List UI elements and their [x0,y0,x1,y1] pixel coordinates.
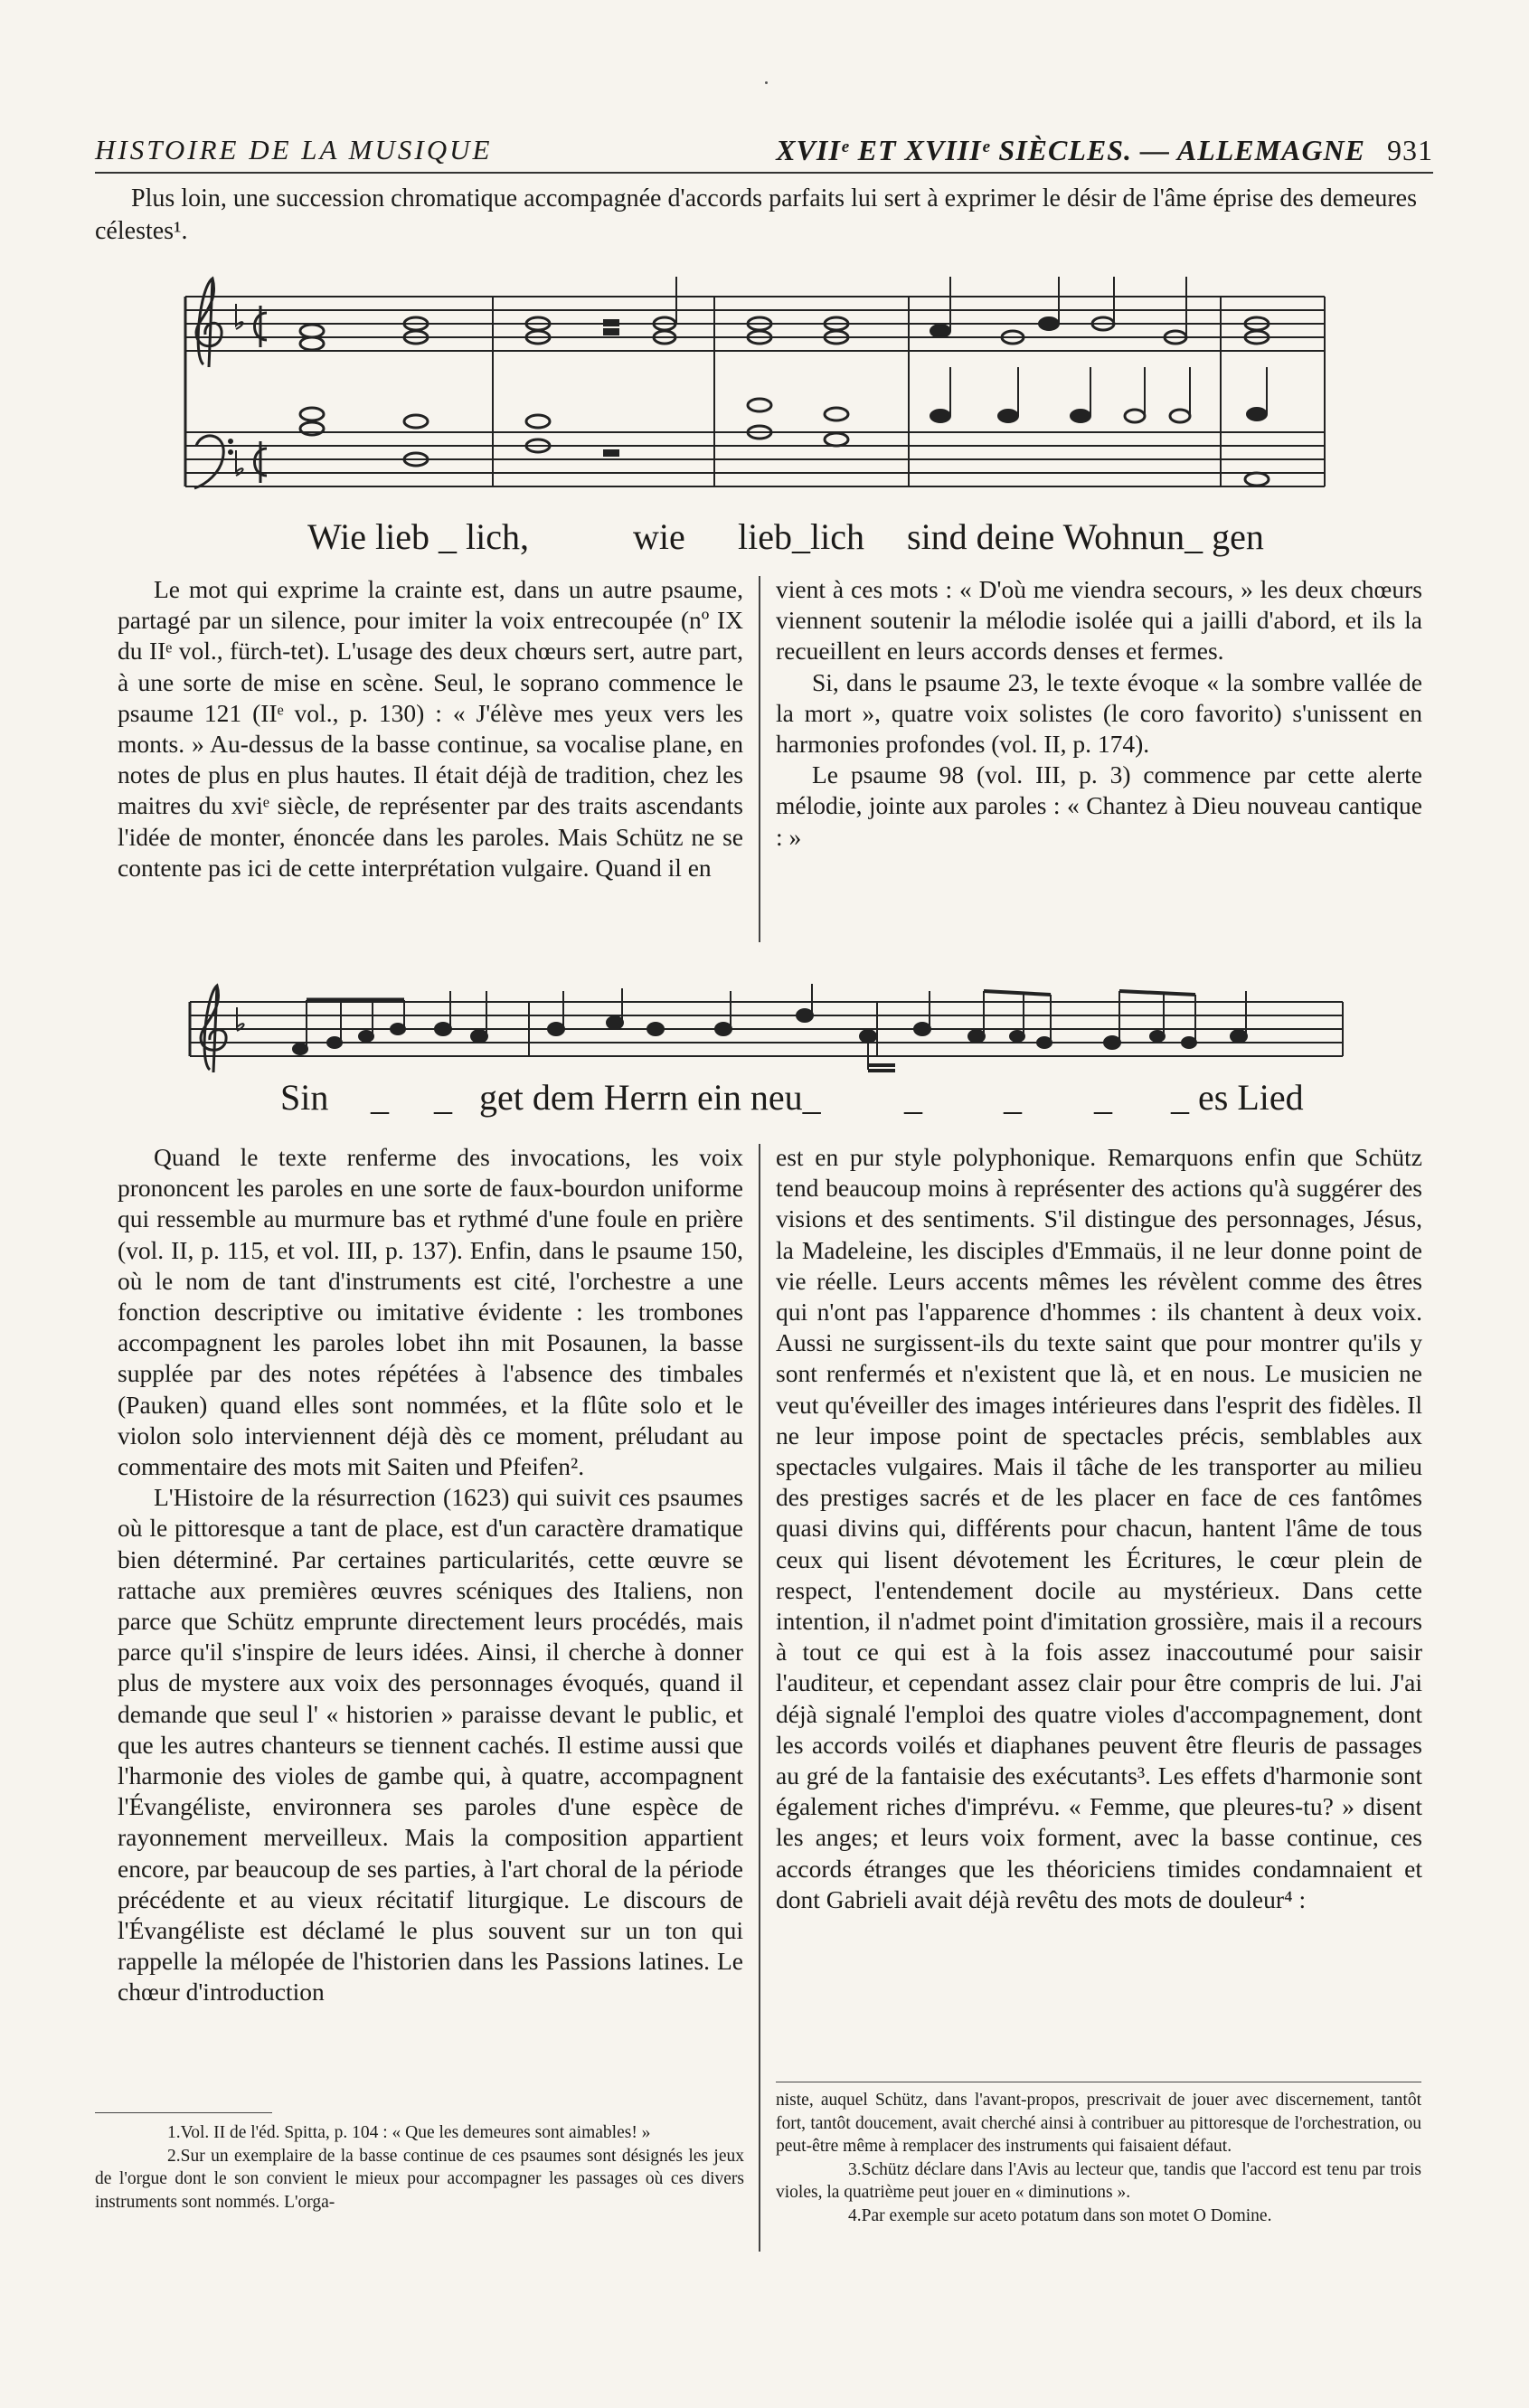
lyric-syllable: _ [434,1077,452,1118]
paragraph: Le mot qui exprime la crainte est, dans un autre psaume, partagé par un silence, pour imiter la voix entrecoupée (nº IX du IIᵉ vol., fürch-tet). L'usage des deux chœurs sert, autre part, à une sorte de mise en scène. Seul, le soprano commence le psaume 121 (IIᵉ vol., p. 130) : « J'élève mes yeux vers les monts. » Au-dessus de la basse continue, sa vocalise plane, en notes de plus en plus hautes. Il était déjà de tradition, chez les maitres du xviᵉ siècle, de représenter par des traits ascendants l'idée de monter, énoncée dans les paroles. Mais Schütz ne se contente pas ici de cette interprétation vulgaire. Quand il en [118,575,743,882]
footnote [95,2121,744,2145]
footnote-text: Schütz déclare dans l'Avis au lecteur que, tandis que l'accord est tenu par trois violes, la quatrième peut jouer en « diminutions ». [776,2159,1421,2202]
page-mark [765,81,768,84]
footnote-number: 3. [848,2159,862,2179]
lyric-syllable: lieb_lich [738,516,864,557]
lyric-syllable: _ [1004,1077,1022,1118]
section2-left-column [118,1142,743,2008]
paragraph: Si, dans le psaume 23, le texte évoque « la sombre vallée de la mort », quatre voix solistes (le coro favorito) s'unissent en harmonies profondes (vol. II, p. 174). [776,667,1422,759]
lyric-syllable: _ [1094,1077,1112,1118]
footnote [95,2145,744,2214]
header-section-title [776,134,1433,167]
paragraph: Quand le texte renferme des invocations, les voix prononcent les paroles en une sorte de faux-bourdon uniforme qui ressemble au murmure bas et rythmé d'une foule en prière (vol. II, p. 115, et vol. III, p. 137). Enfin, dans le psaume 150, où le nom de tant d'instruments est cité, l'orchestre a une fonction descriptive ou imitative évidente : les trombones accompagnent les paroles lobet ihn mit Posaunen, la basse supplée par des notes répétées à l'absence des timbales (Pauken) quand elles sont nommées, et la flûte solo et le violon solo interviennent déjà dès ce moment, préludant au commentaire des mots mit Saiten und Pfeifen². [118,1143,743,1481]
section1-right-column [776,574,1422,853]
lyric-syllable: Wie lieb _ lich, [307,516,529,557]
footnote [776,2089,1421,2158]
paragraph: vient à ces mots : « D'où me viendra secours, » les deux chœurs viennent soutenir la mélodie isolée qui a jailli d'abord, et ils la recueillent en leurs accords denses et fermes. [776,575,1422,666]
footnote-text: Vol. II de l'éd. Spitta, p. 104 : « Que les demeures sont aimables! » [180,2123,651,2142]
lyric-syllable: _ es Lied [1171,1077,1304,1118]
paragraph: est en pur style polyphonique. Remarquons enfin que Schütz tend beaucoup moins à représenter des actions qu'à suggérer des visions et des sentiments. S'il distingue des personnages, Jésus, la Madeleine, les disciples d'Emmaüs, il ne leur donne point de vie réelle. Leurs accents mêmes les révèlent comme des êtres qui n'ont pas l'apparence d'hommes : ils chantent à deux voix. Aussi ne surgissent-ils du texte saint que pour montrer qu'ils y sont renfermés et n'existent que là, et en nous. Le musicien ne veut qu'éveiller des images intérieures dans l'esprit des fidèles. Il ne leur impose point de spectacles précis, semblables aux spectacles vulgaires. Mais il tâche de les transporter au milieu des prestiges sacrés et de les placer en face de ces fantômes quasi divins qui, différents pour chacun, hantent l'âme de tous ceux qui lisent dévotement les Écritures, le cœur plein de respect, l'entendement docile au mystérieux. Dans cette intention, il n'admet point d'imitation grossière, mais il a recours à tout ce qui est à la fois assez inaccoutumé pour saisir l'auditeur, et cependant assez clair pour être compris de lui. J'ai déjà signalé l'emploi des quatre violes d'accompagnement, dont les accords voilés et diaphanes peuvent être fleuris de passages au gré de la fantaisie des exécutants³. Les effets d'harmonie sont également riches d'imprévu. « Femme, que pleures-tu? » disent les anges; et leurs voix forment, avec la basse continue, ces accords étranges que les théoriciens timides condamnaient et dont Gabrieli avait déjà revêtu des mots de douleur⁴ : [776,1143,1422,1913]
footnotes-right [776,2089,1421,2227]
lyric-syllable: _ [371,1077,389,1118]
intro-paragraph: Plus loin, une succession chromatique accompagnée d'accords parfaits lui sert à exprimer le désir de l'âme éprise des demeures célestes¹. [95,184,1417,245]
footnote-text: Par exemple sur aceto potatum dans son motet O Domine. [861,2205,1272,2225]
score2-lyrics [280,1076,1365,1121]
section2-right-column [776,1142,1422,1915]
lyric-syllable: Sin [280,1077,329,1118]
page-number: 931 [1387,134,1433,166]
header-rule [95,172,1433,174]
footnote-text: niste, auquel Schütz, dans l'avant-propos, prescrivait de jouer avec discernement, tantôt fort, tantôt doucement, avait cherché ainsi à contribuer au pittoresque de l'orchestration, ou peut-être même à remplacer des instruments qui faisaient défaut. [776,2091,1421,2156]
footnote [776,2205,1421,2228]
music-example-2 [181,984,1347,1074]
header-book-title: HISTOIRE DE LA MUSIQUE [95,134,493,165]
footnotes-left [95,2121,744,2214]
section1-left-column [118,574,743,883]
footnote-number: 1. [167,2123,181,2142]
footnote-number: 2. [167,2146,181,2166]
column-divider [759,1144,760,2252]
music-example-1 [176,269,1329,505]
header-section-text: XVIIᵉ ET XVIIIᵉ SIÈCLES. — ALLEMAGNE [776,134,1365,166]
paragraph: L'Histoire de la résurrection (1623) qui suivit ces psaumes où le pittoresque a tant de place, est d'un caractère dramatique bien déterminé. Par certaines particularités, cette œuvre se rattache aux premières œuvres scéniques des Italiens, non parce que Schütz emprunte directement leurs procédés, mais parce qu'il s'inspire de leurs idées. Ainsi, il cherche à donner plus de mystere aux voix des personnages évoqués, quand il demande que seul l' « historien » paraisse devant le public, et que les autres chanteurs se tiennent cachés. Il estime aussi que l'harmonie des violes de gambe qui, à quatre, accompagnent l'Évangéliste, environnera ses paroles d'une espèce de rayonnement merveilleux. Mais la composition appartient encore, par beaucoup de ses parties, à l'art choral de la période précédente et au vieux récitatif liturgique. Le discours de l'Évangéliste est déclamé le plus souvent sur un ton qui rappelle la mélopée de l'historien dans les Passions latines. Le chœur d'introduction [118,1483,743,2007]
running-header [95,134,1433,170]
column-divider [759,576,760,942]
lyric-syllable: get dem Herrn ein neu_ [479,1077,821,1118]
footnote-text: Sur un exemplaire de la basse continue de ces psaumes sont désignés les jeux de l'orgue dont le son convient le mieux pour accompagner les passages où ces divers instruments sont nommés. L'orga- [95,2146,744,2212]
lyric-syllable: _ [904,1077,922,1118]
lyric-syllable: wie [633,516,685,557]
lyric-syllable: sind deine Wohnun_ gen [907,516,1264,557]
footnote [776,2158,1421,2205]
footnote-separator [95,2112,272,2113]
footnote-number: 4. [848,2205,862,2225]
score1-lyrics [307,515,1347,561]
paragraph: Le psaume 98 (vol. III, p. 3) commence par cette alerte mélodie, jointe aux paroles : « Chantez à Dieu nouveau cantique : » [776,760,1422,851]
